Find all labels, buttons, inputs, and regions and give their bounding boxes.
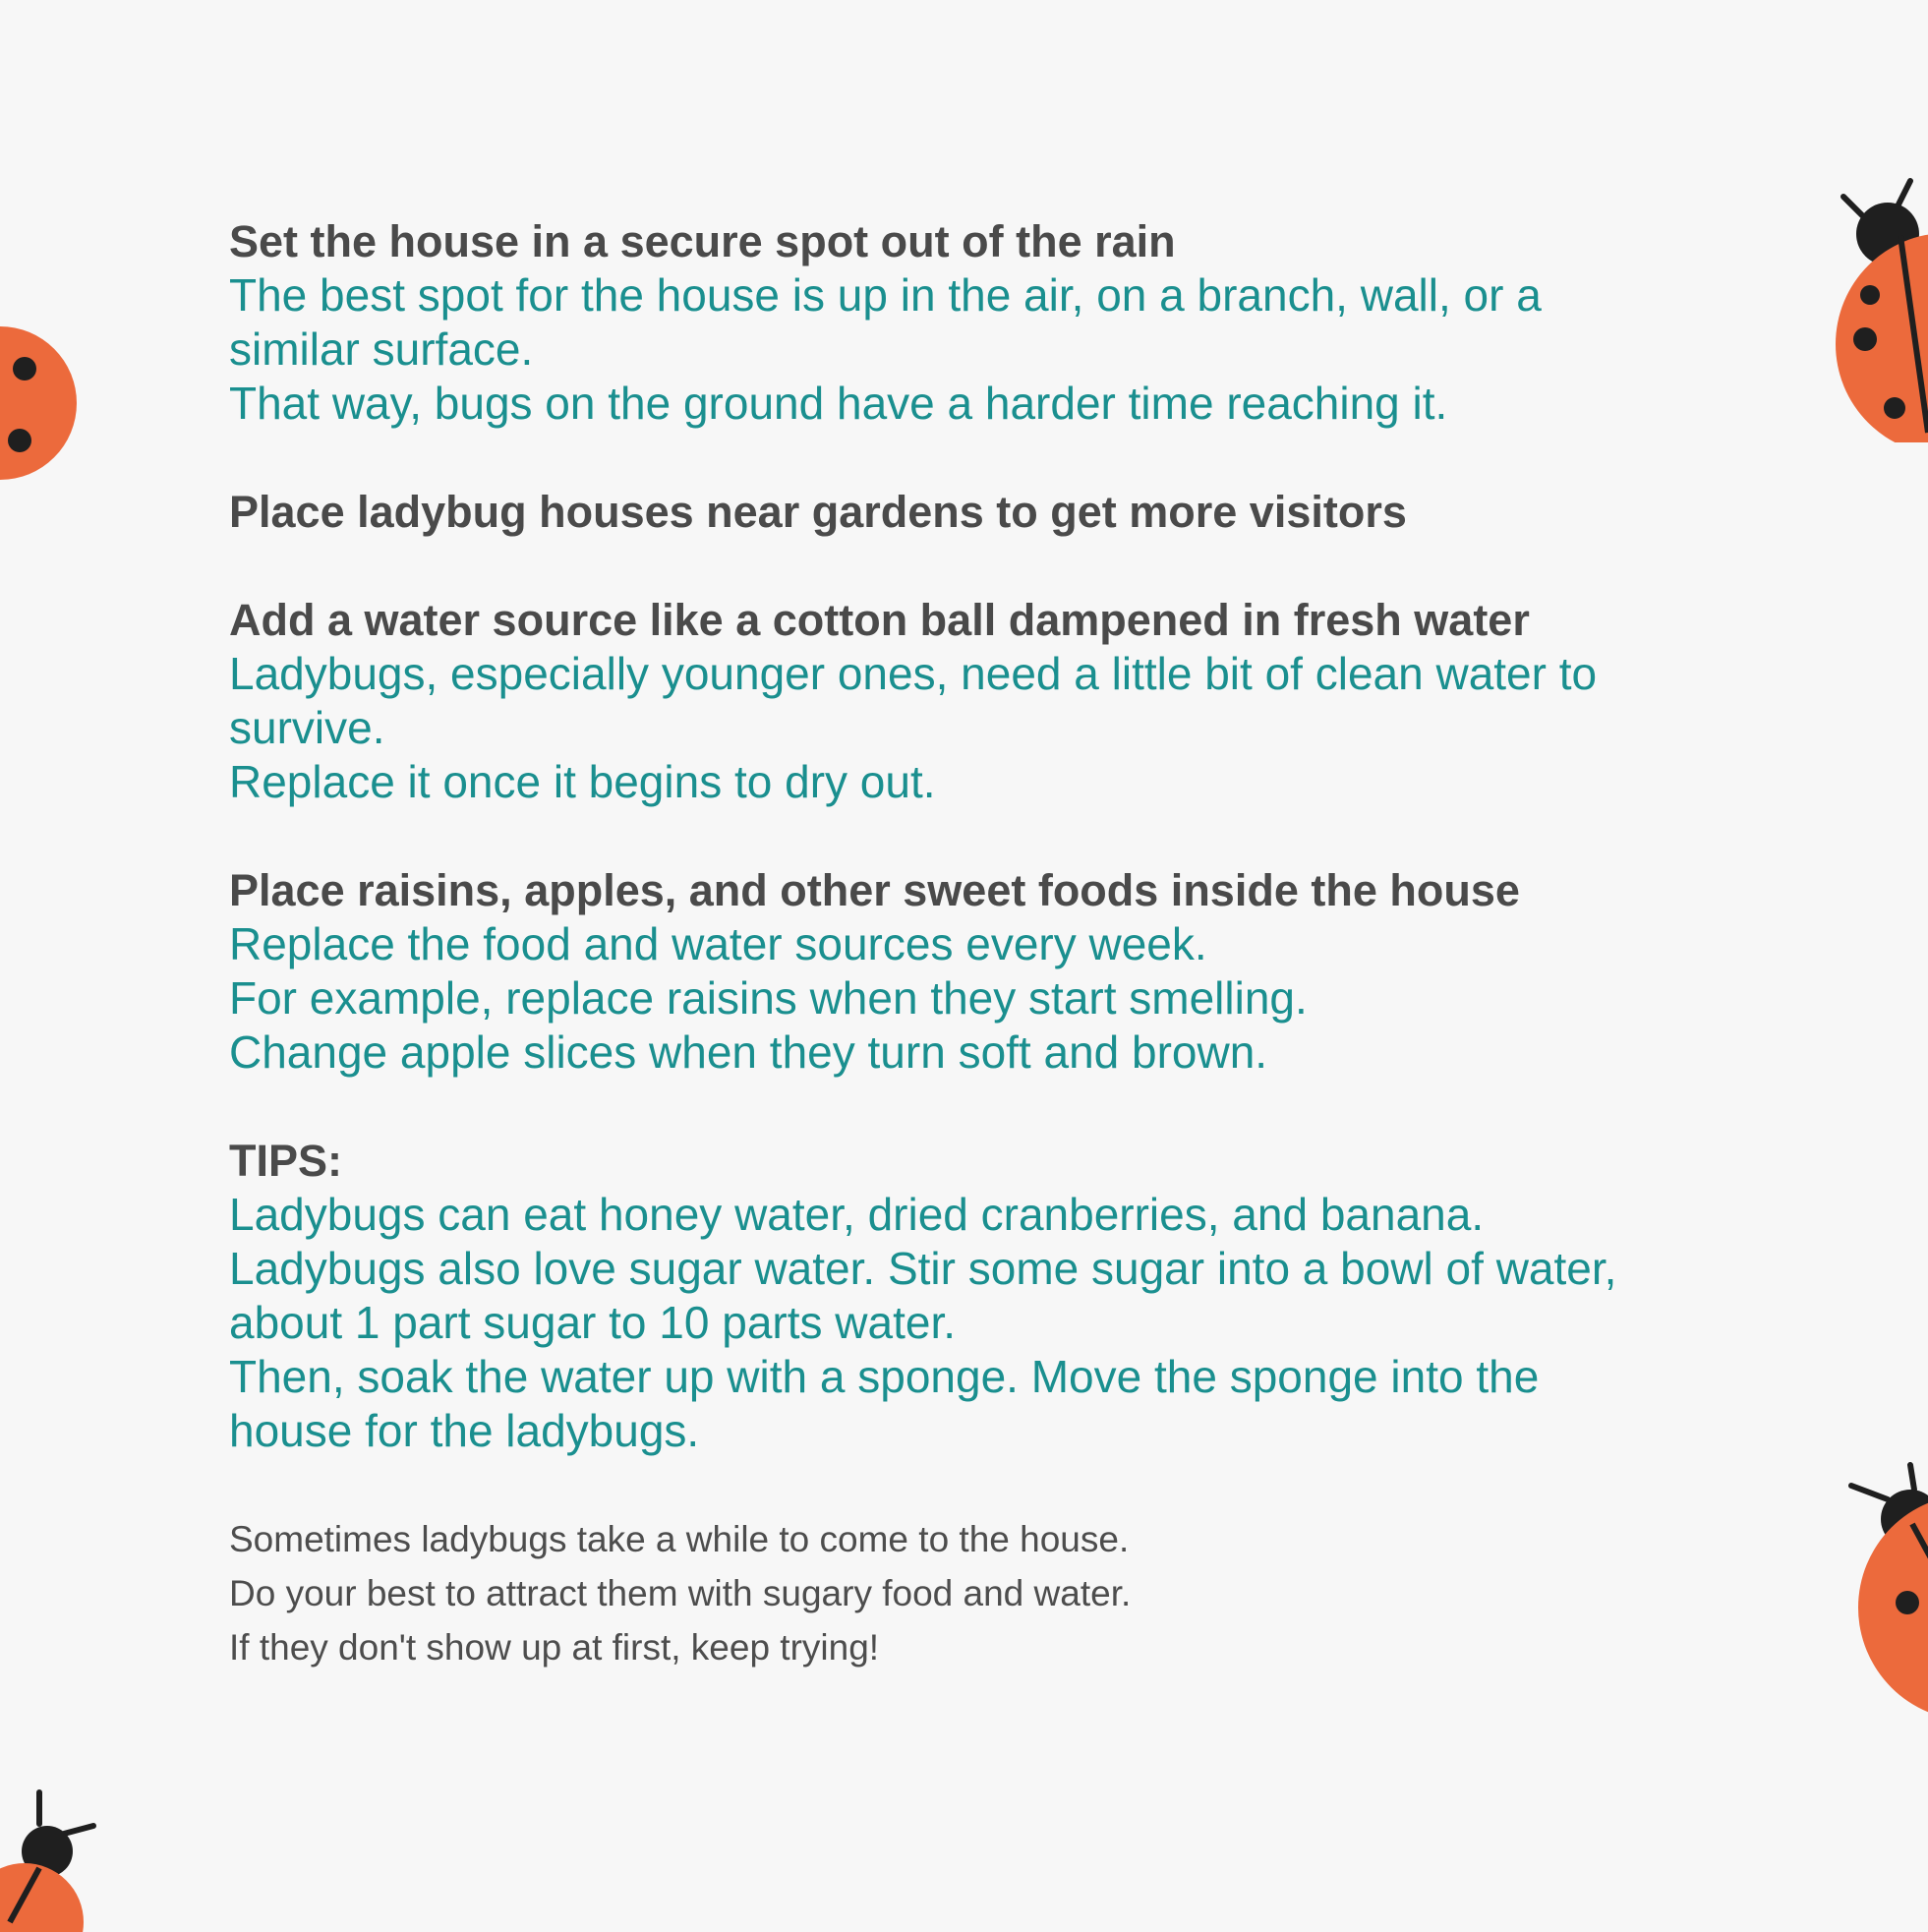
ladybug-icon xyxy=(0,305,79,501)
section-line: Change apple slices when they turn soft and brown. xyxy=(229,1026,1268,1078)
section-sweet-foods xyxy=(229,863,1763,1080)
section-heading: Add a water source like a cotton ball dampened in fresh water xyxy=(229,595,1530,645)
article xyxy=(229,214,1763,1674)
tip-line: Ladybugs can eat honey water, dried cranberries, and banana. xyxy=(229,1189,1485,1240)
section-line: Replace the food and water sources every week. xyxy=(229,918,1207,969)
tip-line: about 1 part sugar to 10 parts water. xyxy=(229,1297,957,1348)
ladybug-icon xyxy=(1843,1460,1928,1716)
section-heading: Set the house in a secure spot out of the rain xyxy=(229,216,1176,266)
outro-line: Sometimes ladybugs take a while to come to the house. xyxy=(229,1519,1130,1559)
tip-line: house for the ladybugs. xyxy=(229,1405,700,1456)
ladybug-icon xyxy=(0,1785,118,1932)
section-line: Replace it once it begins to dry out. xyxy=(229,756,936,807)
tips-heading: TIPS: xyxy=(229,1136,343,1186)
tip-line: Then, soak the water up with a sponge. Move the sponge into the xyxy=(229,1351,1540,1402)
section-line: For example, replace raisins when they start smelling. xyxy=(229,972,1308,1024)
outro-line: If they don't show up at first, keep trying! xyxy=(229,1627,880,1668)
section-line: Ladybugs, especially younger ones, need a little bit of clean water to xyxy=(229,648,1598,699)
section-line: similar surface. xyxy=(229,323,534,375)
outro-line: Do your best to attract them with sugary food and water. xyxy=(229,1573,1132,1613)
section-near-gardens xyxy=(229,485,1763,539)
tip-line: Ladybugs also love sugar water. Stir some sugar into a bowl of water, xyxy=(229,1243,1617,1294)
section-line: The best spot for the house is up in the air, on a branch, wall, or a xyxy=(229,269,1542,321)
section-heading: Place ladybug houses near gardens to get more visitors xyxy=(229,487,1407,537)
outro-note xyxy=(229,1512,1763,1674)
section-heading: Place raisins, apples, and other sweet foods inside the house xyxy=(229,865,1520,915)
ladybug-icon xyxy=(1814,177,1928,442)
section-tips xyxy=(229,1134,1763,1458)
section-line: That way, bugs on the ground have a harder time reaching it. xyxy=(229,378,1448,429)
section-secure-spot xyxy=(229,214,1763,431)
section-water-source xyxy=(229,593,1763,809)
section-line: survive. xyxy=(229,702,385,753)
